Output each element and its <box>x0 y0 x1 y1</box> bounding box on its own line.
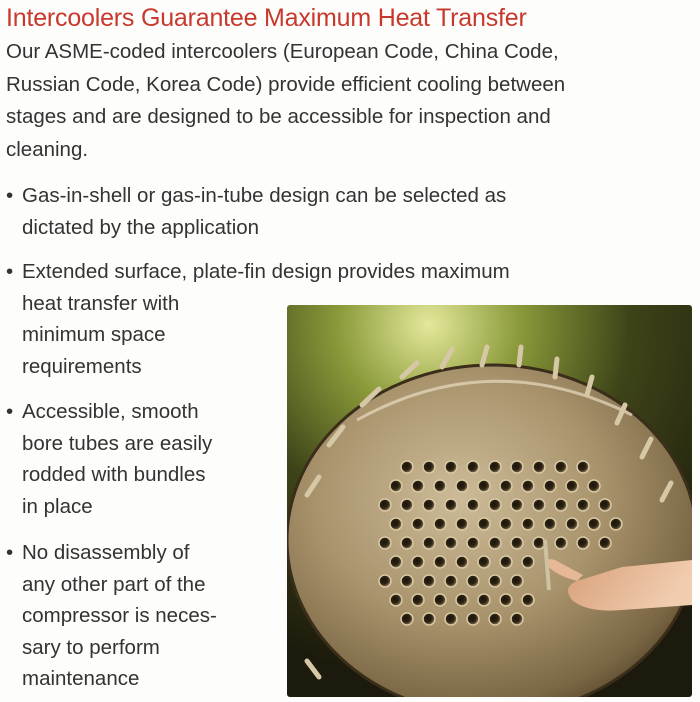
bullet-dot-icon: • <box>6 184 14 207</box>
bullet-line: dictated by the application <box>22 215 260 239</box>
tube-hole <box>478 556 490 568</box>
tube-hole <box>434 556 446 568</box>
tube-hole <box>390 594 402 606</box>
bullet-item <box>6 180 566 243</box>
tube-hole <box>445 613 457 625</box>
bullet-text <box>6 180 566 243</box>
bullet-dot-icon: • <box>6 400 14 423</box>
tube-hole <box>456 480 468 492</box>
tube-hole <box>566 518 578 530</box>
tube-hole <box>500 518 512 530</box>
tube-hole <box>544 518 556 530</box>
bullet-dot-icon: • <box>6 541 14 564</box>
tube-hole <box>577 461 589 473</box>
tube-hole <box>445 537 457 549</box>
tube-hole <box>599 537 611 549</box>
bullet-line: bore tubes are easily <box>22 431 213 455</box>
tube-hole <box>478 594 490 606</box>
tube-hole <box>456 518 468 530</box>
tube-hole <box>522 518 534 530</box>
tube-hole <box>423 499 435 511</box>
tube-hole <box>467 461 479 473</box>
tube-hole <box>379 537 391 549</box>
tube-hole <box>423 575 435 587</box>
tube-hole <box>467 613 479 625</box>
tube-hole <box>511 461 523 473</box>
bullet-item <box>6 396 236 522</box>
bullet-line: sary to perform <box>22 635 160 659</box>
bullet-dot-icon: • <box>6 260 14 283</box>
tube-hole <box>522 556 534 568</box>
bullet-line: any other part of the <box>22 572 206 596</box>
bullet-line: requirements <box>22 354 142 378</box>
tube-hole <box>445 461 457 473</box>
tube-hole <box>401 499 413 511</box>
tube-hole <box>500 594 512 606</box>
tube-hole <box>533 499 545 511</box>
tube-hole <box>467 575 479 587</box>
tube-hole <box>401 537 413 549</box>
tube-hole <box>434 518 446 530</box>
tube-hole <box>390 556 402 568</box>
tube-hole <box>412 480 424 492</box>
tube-hole <box>434 594 446 606</box>
tube-hole <box>533 537 545 549</box>
tube-hole <box>533 461 545 473</box>
tube-hole <box>588 480 600 492</box>
tube-hole <box>478 518 490 530</box>
bullet-text <box>6 537 246 695</box>
tube-hole <box>412 518 424 530</box>
tube-hole <box>390 480 402 492</box>
tube-hole <box>445 575 457 587</box>
tube-hole <box>489 537 501 549</box>
tube-hole <box>489 461 501 473</box>
tube-hole <box>467 537 479 549</box>
tube-hole <box>456 556 468 568</box>
bullet-line: compressor is neces- <box>22 604 217 627</box>
tube-hole <box>412 556 424 568</box>
tube-hole <box>379 575 391 587</box>
tube-hole <box>467 499 479 511</box>
tube-hole <box>588 518 600 530</box>
tube-hole <box>445 499 457 511</box>
tube-hole <box>379 499 391 511</box>
tube-hole <box>489 613 501 625</box>
tube-sheet-photo <box>287 305 692 697</box>
tube-hole <box>423 537 435 549</box>
bullet-line: maintenance <box>22 667 140 690</box>
tube-hole <box>434 480 446 492</box>
tube-hole <box>522 480 534 492</box>
tube-hole <box>555 461 567 473</box>
tube-hole <box>456 594 468 606</box>
tube-hole <box>522 594 534 606</box>
tube-hole <box>511 575 523 587</box>
tube-hole <box>401 575 413 587</box>
tube-hole <box>544 480 556 492</box>
bullet-line: heat transfer with <box>22 291 180 315</box>
bullet-item <box>6 537 246 695</box>
bullet-text <box>6 396 236 522</box>
tube-hole <box>401 461 413 473</box>
bullet-line: Accessible, smooth <box>22 400 199 423</box>
tube-hole <box>555 537 567 549</box>
bullet-line: Extended surface, plate-fin design provides maximum <box>22 260 510 283</box>
intro-paragraph: Our ASME-coded intercoolers (European Code, China Code, Russian Code, Korea Code) provide efficient cooling between stages and are designed to be accessible for inspection and cleaning. <box>6 40 566 161</box>
tube-hole <box>423 613 435 625</box>
tube-hole <box>566 480 578 492</box>
tube-hole <box>500 480 512 492</box>
tube-hole <box>412 594 424 606</box>
tube-hole <box>555 499 567 511</box>
tube-hole <box>489 575 501 587</box>
tube-hole <box>599 499 611 511</box>
tube-hole <box>401 613 413 625</box>
section-heading: Intercoolers Guarantee Maximum Heat Transfer <box>6 4 527 32</box>
tube-hole <box>577 499 589 511</box>
tube-hole <box>577 537 589 549</box>
tube-hole <box>610 518 622 530</box>
tube-hole <box>423 461 435 473</box>
tube-hole <box>511 613 523 625</box>
tube-hole <box>478 480 490 492</box>
tube-hole <box>489 499 501 511</box>
bullet-line: Gas-in-shell or gas-in-tube design can be selected as <box>22 184 507 207</box>
tube-hole <box>511 537 523 549</box>
bullet-line: minimum space <box>22 323 166 346</box>
tube-hole <box>390 518 402 530</box>
tube-hole <box>511 499 523 511</box>
bullet-line: rodded with bundles <box>22 463 206 486</box>
tube-hole <box>500 556 512 568</box>
bullet-line: No disassembly of <box>22 541 190 564</box>
bullet-line: in place <box>22 494 93 518</box>
